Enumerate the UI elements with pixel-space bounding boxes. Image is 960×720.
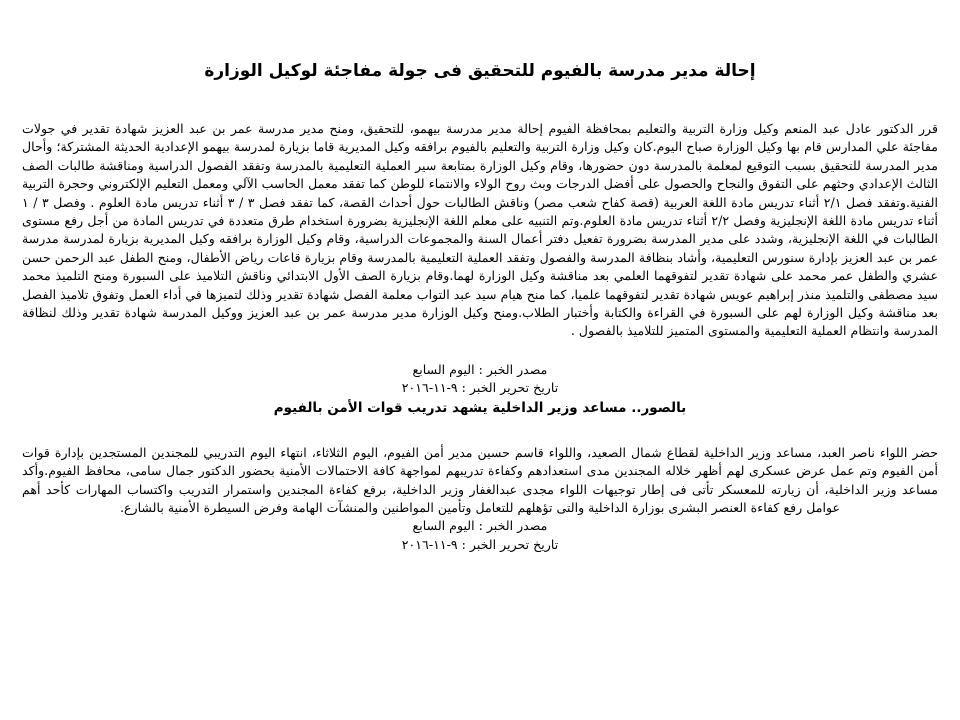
second-article-body: حضر اللواء ناصر العبد، مساعد وزير الداخلية لقطاع شمال الصعيد، واللواء قاسم حسين مدير أمن الفيوم، اليوم الثلاثاء، انتهاء اليوم التدريبي للمجندين المستجدين بإدارة قوات أمن الفيوم وتم عمل عرض عسكرى لهم أظهر خلاله المجندين مدى استعدادهم وكفاءة تدريبهم لمواجهة كافة الاحتمالات الأمنية بحضور الدكتور جمال سامى، محافظ الفيوم.وأكد مساعد وزير الداخلية، أن زيارته للمعسكر تأتى فى إطار توجيهات اللواء مجدى عبدالغفار وزير الداخلية، برفع كفاءة المجندين واستمرار التدريب واكتساب المهارات كأحد أهم عوامل رفع كفاءة العنصر البشرى بوزارة الداخلية والتى تؤهلهم للتعامل وتأمين المواطنين والمنشآت الهامة وفرض السيطرة الأمنية بالشارع. [22,444,938,515]
article-date: تاريخ تحرير الخبر : ٩-١١-٢٠١٦ [401,380,559,396]
second-article-date: تاريخ تحرير الخبر : ٩-١١-٢٠١٦ [401,536,559,552]
document-page [22,58,938,554]
article-title: إحالة مدير مدرسة بالفيوم للتحقيق فى جولة مفاجئة لوكيل الوزارة [204,61,756,81]
second-article-title: بالصور.. مساعد وزير الداخلية يشهد تدريب قوات الأمن بالفيوم [273,399,687,416]
article-source: مصدر الخبر : اليوم السابع [412,361,548,377]
article-body: قرر الدكتور عادل عبد المنعم وكيل وزارة التربية والتعليم بمحافظة الفيوم إحالة مدير مدرسة بيهمو، للتحقيق، ومنح مدير مدرسة عمر بن عبد العزيز شهادة تقدير في جولات مفاجئة علي المدارس قام بها وكيل الوزارة صباح اليوم.كان وكيل وزارة التربية والتعليم بالفيوم برافقه وكيل المديرية قاما بزيارة لمدرسة بيهمو الإعدادية الحديثة المشتركة؛ وأحال مدير المدرسة للتحقيق بسبب التوقيع لمعلمة بالمدرسة دون حضورها، وقام وكيل الوزارة بمتابعة سير العملية التعليمية بالمدرسة وتفقد الفصول الدراسية ومناقشة طالبات الصف الثالث الإعدادي وحثهم على التفوق والنجاح والحصول على أفضل الدرجات وبث روح الولاء والانتماء للوطن كما تفقد معمل الحاسب الآلي ومعمل التعليم الإلكتروني وحجرة التربية الفنية.وتفقد فصل ٢/١ أثناء تدريس مادة اللغة العربية (قصة كفاح شعب مصر) وناقش الطالبات حول أحداث القصة، كما تفقد فصل ٣ / ٣ أثناء تدريس مادة العلوم . وفصل ٣ / ١ أثناء تدريس مادة اللغة الإنجليزية وفصل ٢/٢ أثناء تدريس مادة العلوم.وتم التنبيه على معلم اللغة الإنجليزية بضرورة استخدام طرق متعددة في تدريس المادة من أجل رفع مستوى الطالبات في اللغة الإنجليزية، وشدد على مدير المدرسة بضرورة تفعيل دفتر أعمال السنة والمجموعات الدراسية، وقام وكيل الوزارة برافقه وكيل المديرية بزيارة لمدرسة مدرسة عمر بن عبد العزيز بإدارة سنورس التعليمية، وأشاد بنظافة المدرسة والفصول وتفقد العملية التعليمية بالمدرسة وقام بزيارة قاعات رياض الأطفال، ومنح الطفل عبد الرحمن حسن عشري والطفل عمر محمد على شهادة تقدير لتفوقهما العلمي بعد مناقشة وكيل الوزارة لهما.وقام بزيارة الصف الأول الابتدائي وناقش التلاميذ على السبورة ومنح التلميذ محمد سيد مصطفى والتلميذ منذر إبراهيم عويس شهادة تقدير لتفوقهما علميا، كما منح هيام سيد عبد التواب معلمة الفصل شهادة تقدير وذلك لتميزها في أداء العمل وتفوق تلاميذ الفصل بعد مناقشة وكيل الوزارة لهم على السبورة في القراءة والكتابة وأختبار الطلاب.ومنح وكيل الوزارة مدير مدرسة عمر بن عبد العزيز ووكيل المدرسة شهادة تقدير وذلك لنظافة المدرسة وانتظام العملية التعليمية والمستوى المتميز للتلاميذ بالفصول . [22,121,938,339]
second-article-source: مصدر الخبر : اليوم السابع [412,518,548,534]
